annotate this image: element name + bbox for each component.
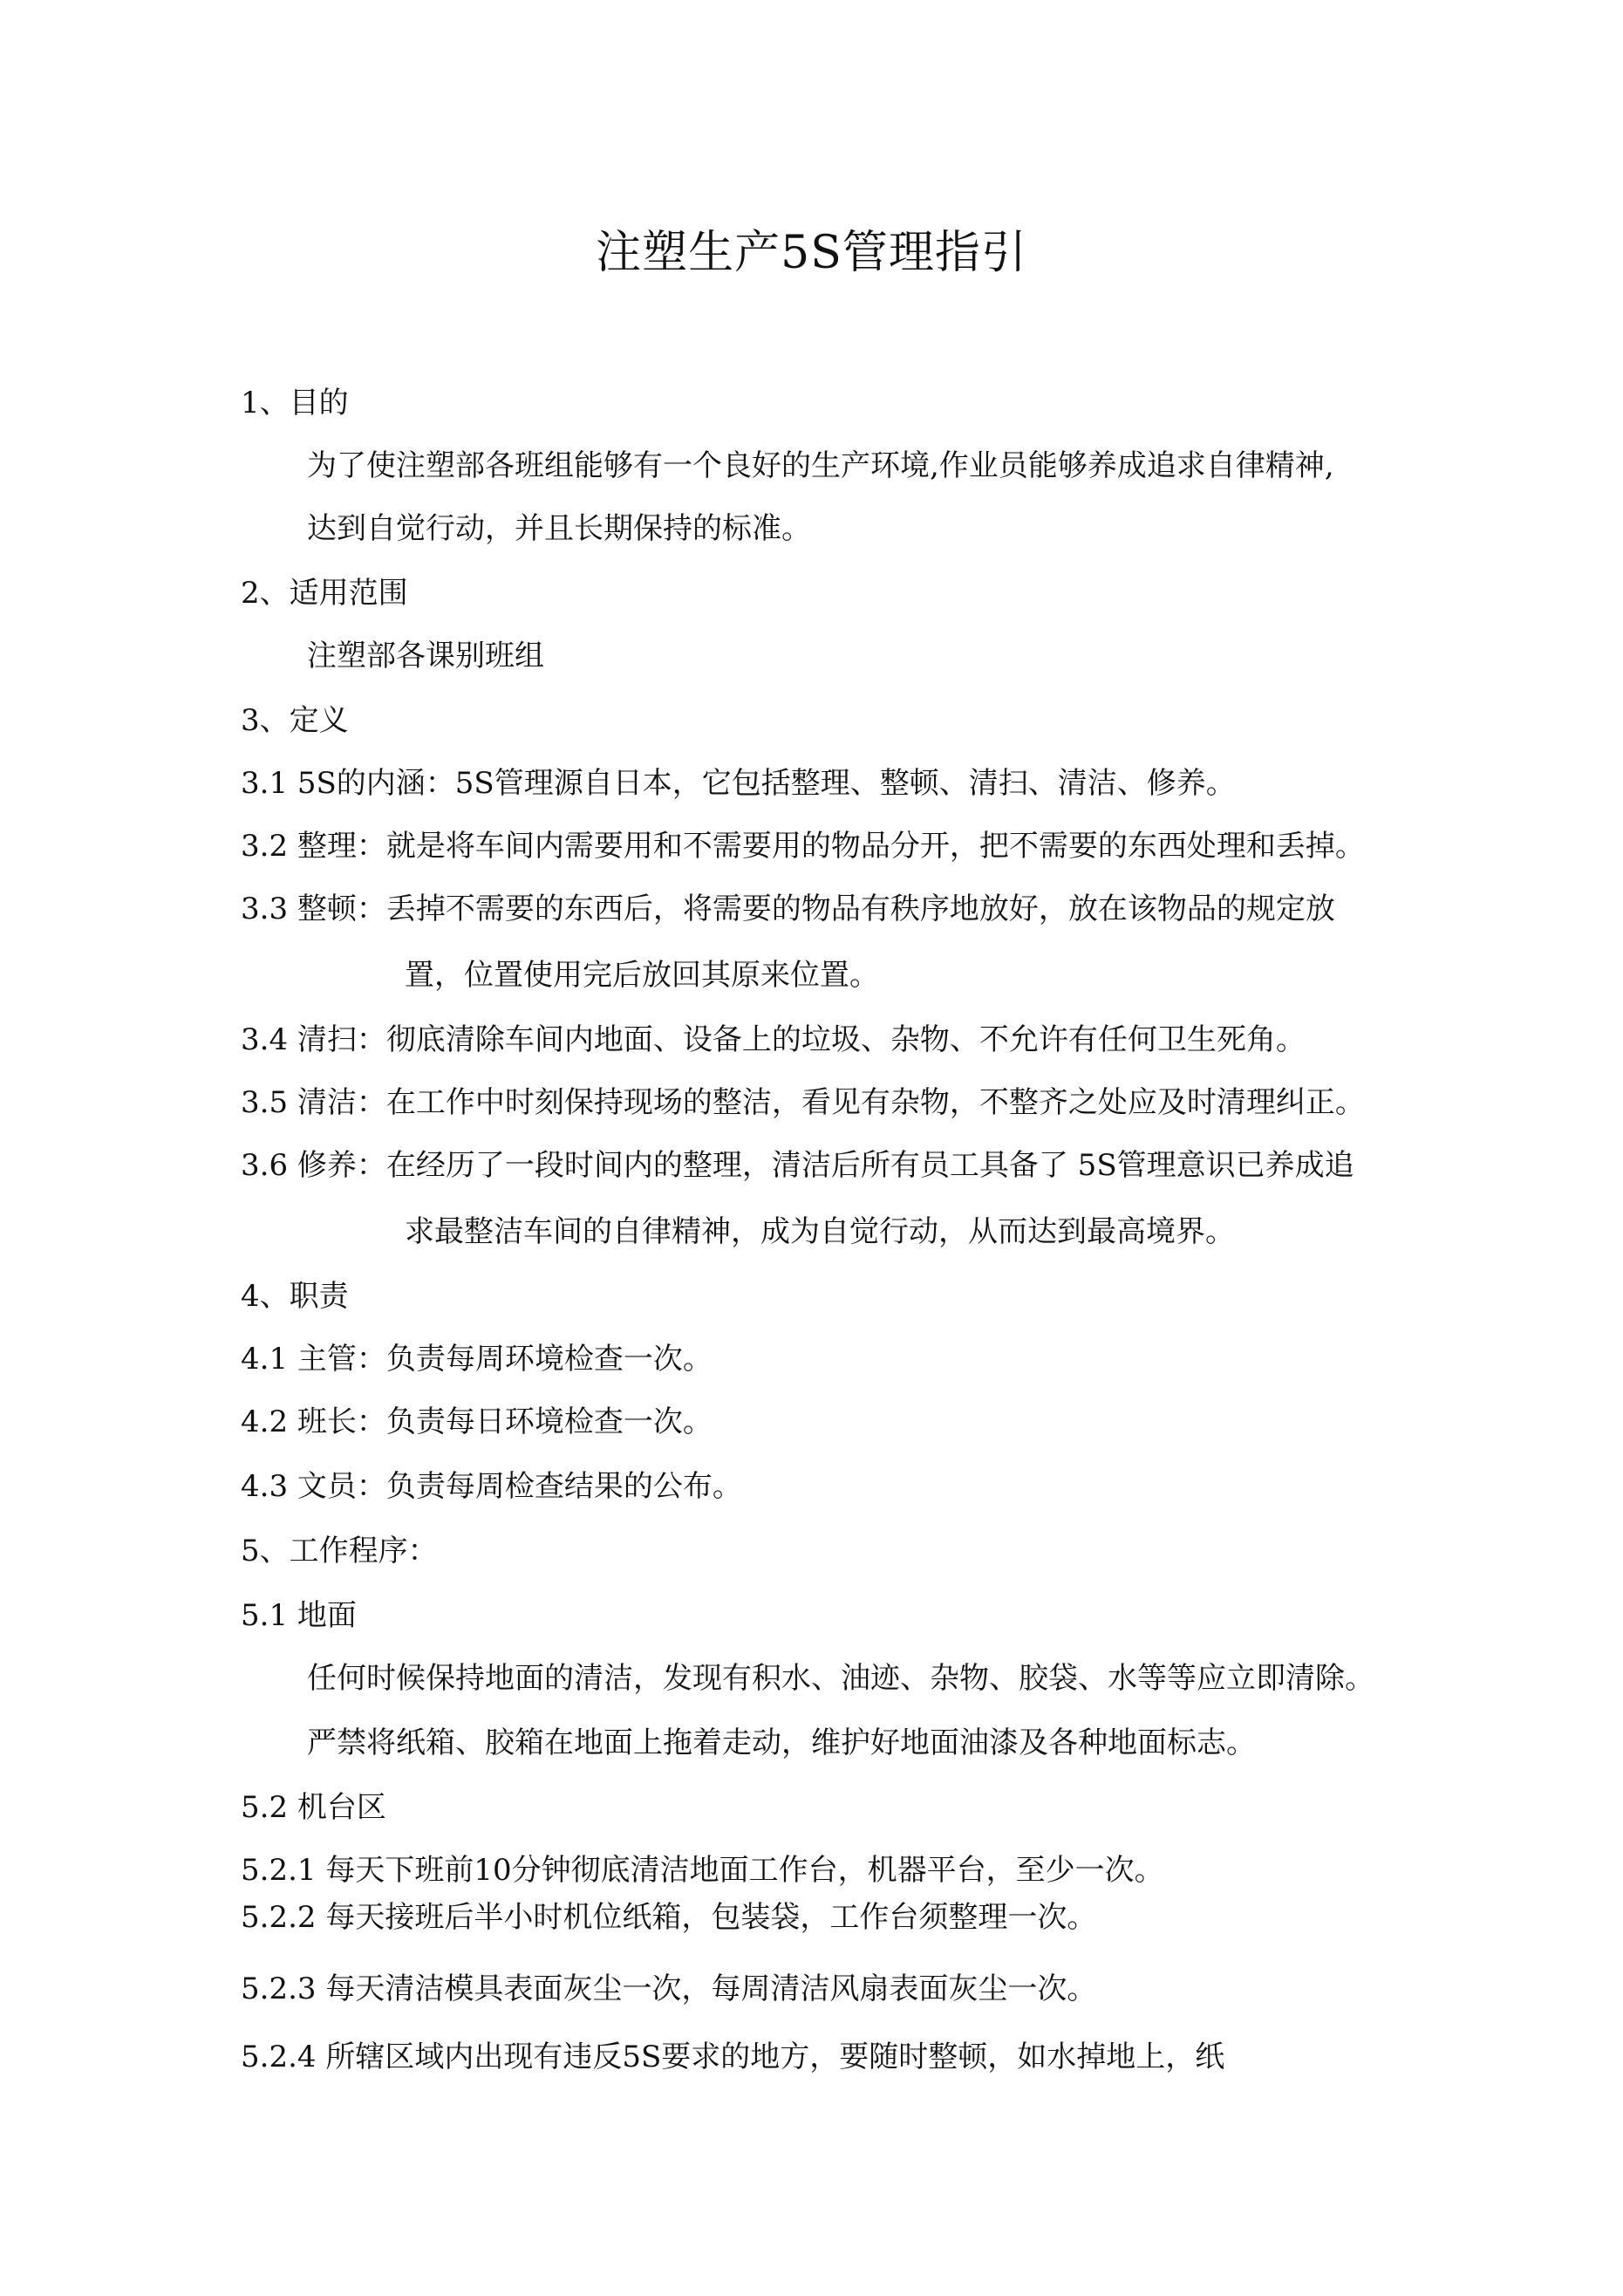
section-heading-definitions: 3、定义 [241, 703, 349, 738]
list-item: 4.1 主管：负责每周环境检查一次。 [241, 1342, 713, 1377]
list-item: 5.2.2 每天接班后半小时机位纸箱，包装袋，工作台须整理一次。 [241, 1900, 1097, 1935]
list-item-continuation: 求最整洁车间的自律精神，成为自觉行动，从而达到最高境界。 [405, 1214, 1235, 1249]
section-heading-scope: 2、适用范围 [241, 576, 408, 611]
list-item: 3.1 5S的内涵：5S管理源自日本，它包括整理、整顿、清扫、清洁、修养。 [241, 766, 1236, 801]
paragraph-line: 任何时候保持地面的清洁，发现有积水、油迹、杂物、胶袋、水等等应立即清除。 [307, 1661, 1374, 1696]
subsection-heading-machine-area: 5.2 机台区 [241, 1790, 386, 1825]
section-heading-procedure: 5、工作程序： [241, 1534, 438, 1568]
section-heading-purpose: 1、目的 [241, 386, 349, 420]
paragraph-line: 注塑部各课别班组 [307, 639, 544, 673]
subsection-heading-floor: 5.1 地面 [241, 1598, 357, 1633]
list-item: 5.2.3 每天清洁模具表面灰尘一次，每周清洁风扇表面灰尘一次。 [241, 1971, 1097, 2006]
list-item: 3.2 整理：就是将车间内需要用和不需要用的物品分开，把不需要的东西处理和丢掉。 [241, 829, 1365, 864]
list-item: 3.5 清洁：在工作中时刻保持现场的整洁，看见有杂物，不整齐之处应及时清理纠正。 [241, 1085, 1365, 1120]
section-heading-responsibilities: 4、职责 [241, 1279, 349, 1314]
document-title: 注塑生产5S管理指引 [596, 227, 1027, 279]
paragraph-line: 为了使注塑部各班组能够有一个良好的生产环境,作业员能够养成追求自律精神, [307, 448, 1334, 483]
paragraph-line: 达到自觉行动，并且长期保持的标准。 [307, 511, 811, 546]
paragraph-line: 严禁将纸箱、胶箱在地面上拖着走动，维护好地面油漆及各种地面标志。 [307, 1725, 1256, 1760]
list-item: 3.3 整顿：丢掉不需要的东西后，将需要的物品有秩序地放好，放在该物品的规定放 [241, 892, 1335, 926]
list-item: 4.2 班长：负责每日环境检查一次。 [241, 1404, 713, 1439]
list-item-continuation: 置，位置使用完后放回其原来位置。 [405, 958, 879, 993]
list-item: 4.3 文员：负责每周检查结果的公布。 [241, 1469, 742, 1504]
list-item: 3.4 清扫：彻底清除车间内地面、设备上的垃圾、杂物、不允许有任何卫生死角。 [241, 1022, 1306, 1057]
list-item: 5.2.4 所辖区域内出现有违反5S要求的地方，要随时整顿，如水掉地上，纸 [241, 2040, 1225, 2074]
list-item: 3.6 修养：在经历了一段时间内的整理，清洁后所有员工具备了 5S管理意识已养成追 [241, 1148, 1354, 1183]
list-item: 5.2.1 每天下班前10分钟彻底清洁地面工作台，机器平台，至少一次。 [241, 1853, 1164, 1888]
